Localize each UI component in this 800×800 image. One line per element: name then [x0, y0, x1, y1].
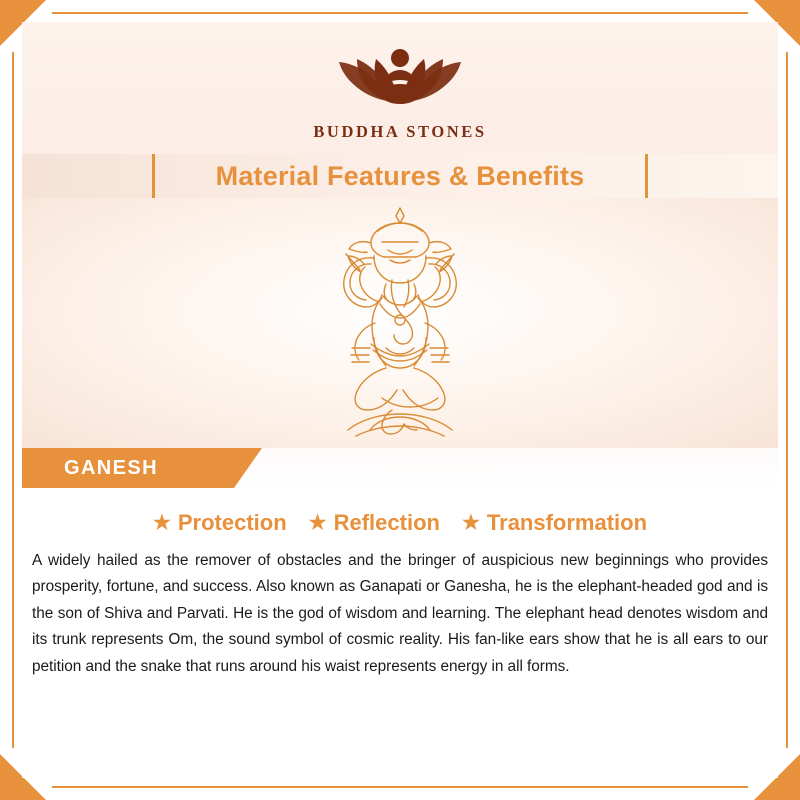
keyword-list [22, 510, 778, 536]
brand-name: BUDDHA STONES [313, 122, 487, 141]
title-banner [22, 154, 778, 198]
frame-border-right [786, 52, 788, 748]
keyword-item-reflection [309, 510, 440, 536]
star-icon: ★ [461, 512, 480, 534]
section-ribbon-label: GANESH [64, 456, 158, 479]
frame-border-top [52, 12, 748, 14]
frame-border-bottom [52, 786, 748, 788]
description-paragraph: A widely hailed as the remover of obstacles and the bringer of auspicious new beginnings who provides prosperity, fortune, and success. Also known as Ganapati or Ganesha, he is the elephant-headed god and is the son of Shiva and Parvati. He is the god of wisdom and learning. The elephant head denotes wisdom and its trunk represents Om, the sound symbol of cosmic reality. His fan-like ears show that he is all ears to our petition and the snake that runs around his waist represents energy in all forms. [32, 552, 768, 675]
keyword-label-transformation: Transformation [486, 510, 648, 535]
keyword-label-protection: Protection [177, 510, 287, 535]
frame-border-left [12, 52, 14, 748]
keyword-item-transformation [462, 510, 647, 536]
section-ribbon-row [22, 448, 778, 488]
page-title: Material Features & Benefits [215, 160, 585, 191]
keyword-item-protection [153, 510, 287, 536]
lotus-meditation-icon [22, 32, 778, 118]
star-icon: ★ [308, 512, 327, 534]
star-icon: ★ [152, 512, 171, 534]
section-ribbon [22, 448, 234, 488]
ganesh-deity-illustration [270, 198, 530, 448]
hero-illustration-area [22, 198, 778, 448]
poster-content [22, 22, 778, 778]
keyword-label-reflection: Reflection [333, 510, 440, 535]
brand-logo [22, 22, 778, 142]
